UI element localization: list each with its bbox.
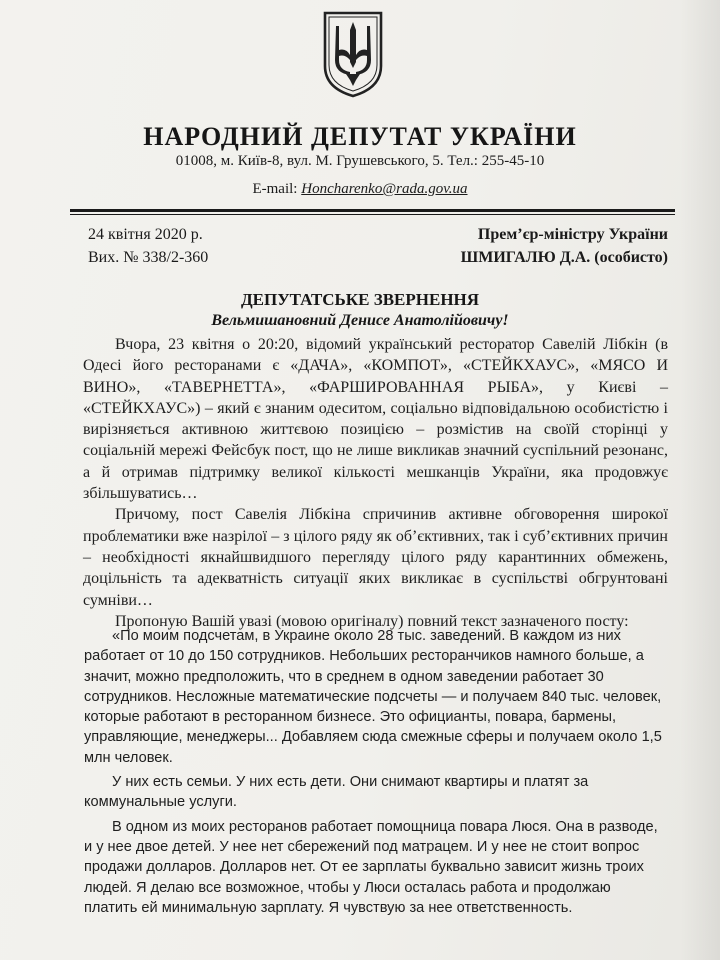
email-label: E-mail: — [252, 181, 302, 197]
email-link[interactable]: Honcharenko@rada.gov.ua — [301, 181, 468, 197]
quote-paragraph: «По моим подсчетам, в Украине около 28 тыс. заведений. В каждом из них работает от 10 до 150 сотрудников. Небольших ресторанчиков намного больше, а значит, можно предположить, что в среднем в одном заведении работает 30 сотрудников. Несложные математические подсчеты — и получаем 840 тыс. человек, которые работают в ресторанном бизнесе. Это официанты, повара, бармены, управляющие, менеджеры... Добавляем сюда смежные сферы и получаем около 1,5 млн человек. — [84, 628, 662, 766]
address-line: 01008, м. Київ-8, вул. М. Грушевського, 5. Тел.: 255-45-10 — [175, 153, 545, 169]
header-divider — [70, 209, 675, 212]
outgoing-number: Вих. № 338/2-360 — [88, 249, 209, 266]
quoted-post — [84, 626, 666, 918]
body-paragraph: Причому, пост Савелія Лібкіна спричинив активне обговорення широкої проблематики вже назрілої – з цілого ряду як об’єктивних, так і суб’єктивних причин – необхідності якнайшвидшого перегляду цілого ряду карантинних обмежень, доцільність та адекватність ситуації яких викликає в суспільстві обгрунтовані сумніви… — [83, 506, 668, 609]
recipient-name: ШМИГАЛЮ Д.А. (особисто) — [460, 249, 668, 266]
quote-paragraph: У них есть семьи. У них есть дети. Они снимают квартиры и платят за коммунальные услуги. — [84, 774, 589, 811]
header-divider-thin — [70, 214, 675, 215]
quote-paragraph: В одном из моих ресторанов работает помощница повара Люся. Она в разводе, и у нее двое детей. У нее нет сбережений под матрацем. И у нее не стоит вопрос продажи долларов. Долларов нет. От ее зарплаты буквально зависит жизнь троих людей. Я делаю все возможное, чтобы у Люси осталась работа и продолжаю платить ей минимальную зарплату. Я чувствую за нее ответственность. — [84, 818, 658, 916]
body-paragraph: Пропоную Вашій увазі (мовою оригіналу) повний текст зазначеного посту: — [115, 612, 629, 630]
body-paragraph: Вчора, 23 квітня о 20:20, відомий український ресторатор Савелій Лібкін (в Одесі його ресторанами є «ДАЧА», «КОМПОТ», «СТЕЙКХАУС», «МЯСО И ВИНО», «ТАВЕРНЕТТА», «ФАРШИРОВАННАЯ РЫБА», у Києві – «СТЕЙКХАУС») – який є знаним одеситом, соціально відповідальною особистістю і вирізняється активною життєвою позицією – розмістив на своїй сторінці у соціальній мережі Фейсбук пост, що не лише викликав значний суспільний резонанс, а й отримав підтримку великої кількості мешканців України, яка продовжує збільшуватись… — [83, 336, 668, 503]
email-line — [0, 181, 720, 198]
letter-date: 24 квітня 2020 р. — [88, 226, 203, 243]
letter-meta — [88, 223, 208, 269]
letter-body — [83, 334, 668, 632]
recipient-title: Прем’єр-міністру України — [477, 226, 668, 243]
page-title: НАРОДНИЙ ДЕПУТАТ УКРАЇНИ — [143, 122, 577, 151]
document-title: ДЕПУТАТСЬКЕ ЗВЕРНЕННЯ — [240, 290, 480, 309]
recipient-block — [461, 223, 668, 269]
salutation: Вельмишановний Денисе Анатолійовичу! — [211, 312, 509, 329]
coat-of-arms-trident-icon — [322, 10, 384, 98]
